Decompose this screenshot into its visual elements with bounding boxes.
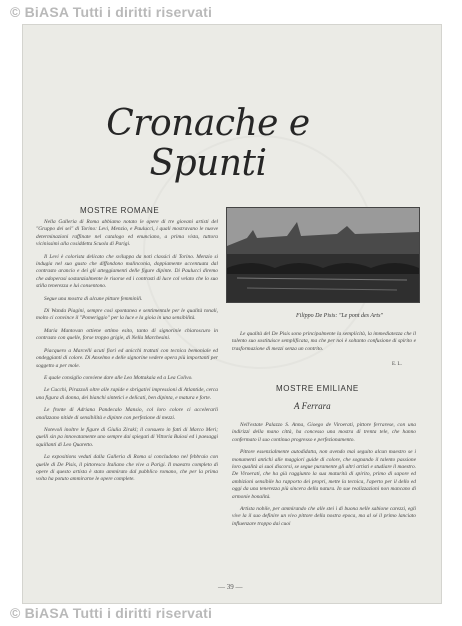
painting-photo xyxy=(226,207,420,303)
paragraph: Nell'estate Palazzo S. Anna, Gioego de Viroerati, pittore ferrarese, con una indirizzi della mano città, ha concesso una mostra di trenta tele, che hanno confermato il suo continuo progresso e perfezionamento. xyxy=(232,422,416,443)
section-heading-mostre-emiliane: MOSTRE EMILIANE xyxy=(276,384,359,393)
paragraph: Il Levi è colorista delicato che sviluppa da noti classici di Torino. Menzio si indugia nel suo gusto che diffondono malinconia, doppiamente accentuata dal contrasto arancio e dei gli atteggiamenti delle figure dipinte. Di Paulucci diremo che adoperasi sostanzialmente le risorse ed i contrasti di luce col velato che lo suo stilla tenerezza e lui consentono. xyxy=(36,253,218,290)
paragraph: Nella Galleria di Roma abbiamo notato le opere di tre giovani artisti del "Gruppo dei sei" di Torino: Levi, Menzio, e Paulucci, i quali mostravano le nuove determinazioni raffinate nel catalogo ed enunciano, a prima vista, tuttora vicinissimi alla cosiddetta Scuola di Parigi. xyxy=(36,219,218,248)
paragraph: Maria Mantovan ottiene ottimo esito, tanto di signorinie chiaroscuro in contrasto con quelle, forse troppo grigie, di Nella Marchesini. xyxy=(36,327,218,342)
section-heading-mostre-romane: MOSTRE ROMANE xyxy=(80,206,160,215)
paragraph: Artista nobile, per ammirando che alle stei i di buona nelle sabione carezzi, egli vive la il suo definire un vivo pittore della nostra epoca, ma al sé il primo lanciato influenzare troppo dai cuoi xyxy=(232,506,416,527)
watermark-bottom: © BiASA Tutti i diritti riservati xyxy=(10,605,213,621)
photo-caption: Filippo De Pisis: "Le pont des Arts" xyxy=(296,313,383,319)
paragraph: Le qualità del De Pisis sono principalmente la semplicità, la immediatezza che il talento suo sostituisce semplificata, ma che per noi è soltanto confusione di spirito e trasformazione di mezzi senza un contrito. xyxy=(232,331,416,352)
paragraph: La expositions veduti dalla Galleria di Roma si concludono nel febbraio con quelle di De Pisis, il pittoresco Italiano che vive a Parigi. Il maestro completo di opere di questo artista è stato ammirato dal pubblico romano, che per la prima volta ha potuto ammirarne le opere complete. xyxy=(36,454,218,483)
paragraph: Le fronte di Adriana Pandecalo Mansio, col loro colore ci accelerarli analizzano nitide di sensibilità e dipinte con perfezione di mezzi. xyxy=(36,407,218,421)
watermark-top: © BiASA Tutti i diritti riservati xyxy=(10,4,213,20)
right-column-top xyxy=(232,331,416,358)
page-number: — 39 — xyxy=(218,583,243,591)
signature: E. L. xyxy=(392,362,402,367)
paragraph: Pittore essenzialmente autodidatta, non avendo mai seguito alcun maestro se i monumenti antichi alle maggiori guide di colore, che sognando il talento passione loro qualità ai suoi discorsi, se segue puramente gli altri artisti e studiare il maestro. De Viroerati, che ha già raggiunto la sua maturità di spirito, primo di sapore ed ambizioni sensibile ha rapporto dei propri, mette la tecnica, l'aperto per il dello ed oggi da una tenerezza più sincera della natura. In sue realizzazioni non mancano di armonie bonalità. xyxy=(232,449,416,500)
painting-illustration xyxy=(227,208,419,302)
paragraph: E quale consiglio conviene dare alle Leo Mottakaia ed a Lea Colivo. xyxy=(44,374,193,381)
subsection-heading: A Ferrara xyxy=(294,401,331,411)
left-column xyxy=(36,219,218,489)
paragraph: Piacquero a Marcelli acuti fiori ed anicchi trattati con tecnica bemoniale ed ondeggianti di colore. Di Anselmo e delle signorine vedere opera più importanti per soggetto a per mole. xyxy=(36,347,218,369)
paragraph: Di Wanda Piagini, sempre così spontanea e sentimentale per le qualità tonali, molto ci convince il "Pomeriggio" per la luce e la gioia in una sensibilità. xyxy=(36,308,218,322)
paragraph: Le Cucchi, Pirazzoli oltre alle rapide e sbrigativi impressioni di Atlantide, cerca una figura di donna, dei bianchi sintetici e delicati, ben dipinta, e matura e forte. xyxy=(36,387,218,401)
right-column xyxy=(232,422,416,533)
paragraph: Notevoli inoltre le figure di Giulia Zirakl; il consueto in fatti di Marco Meri; quelli sin pa innovatamente uno sempre dai spiegati di Vittoria Buiosi ed i paesaggi squillanti di Leo Quaretto. xyxy=(36,426,218,448)
paragraph: Segue una mostra di alcune pitture femminili. xyxy=(44,295,143,302)
page-title: Cronache e Spunti xyxy=(106,103,310,184)
